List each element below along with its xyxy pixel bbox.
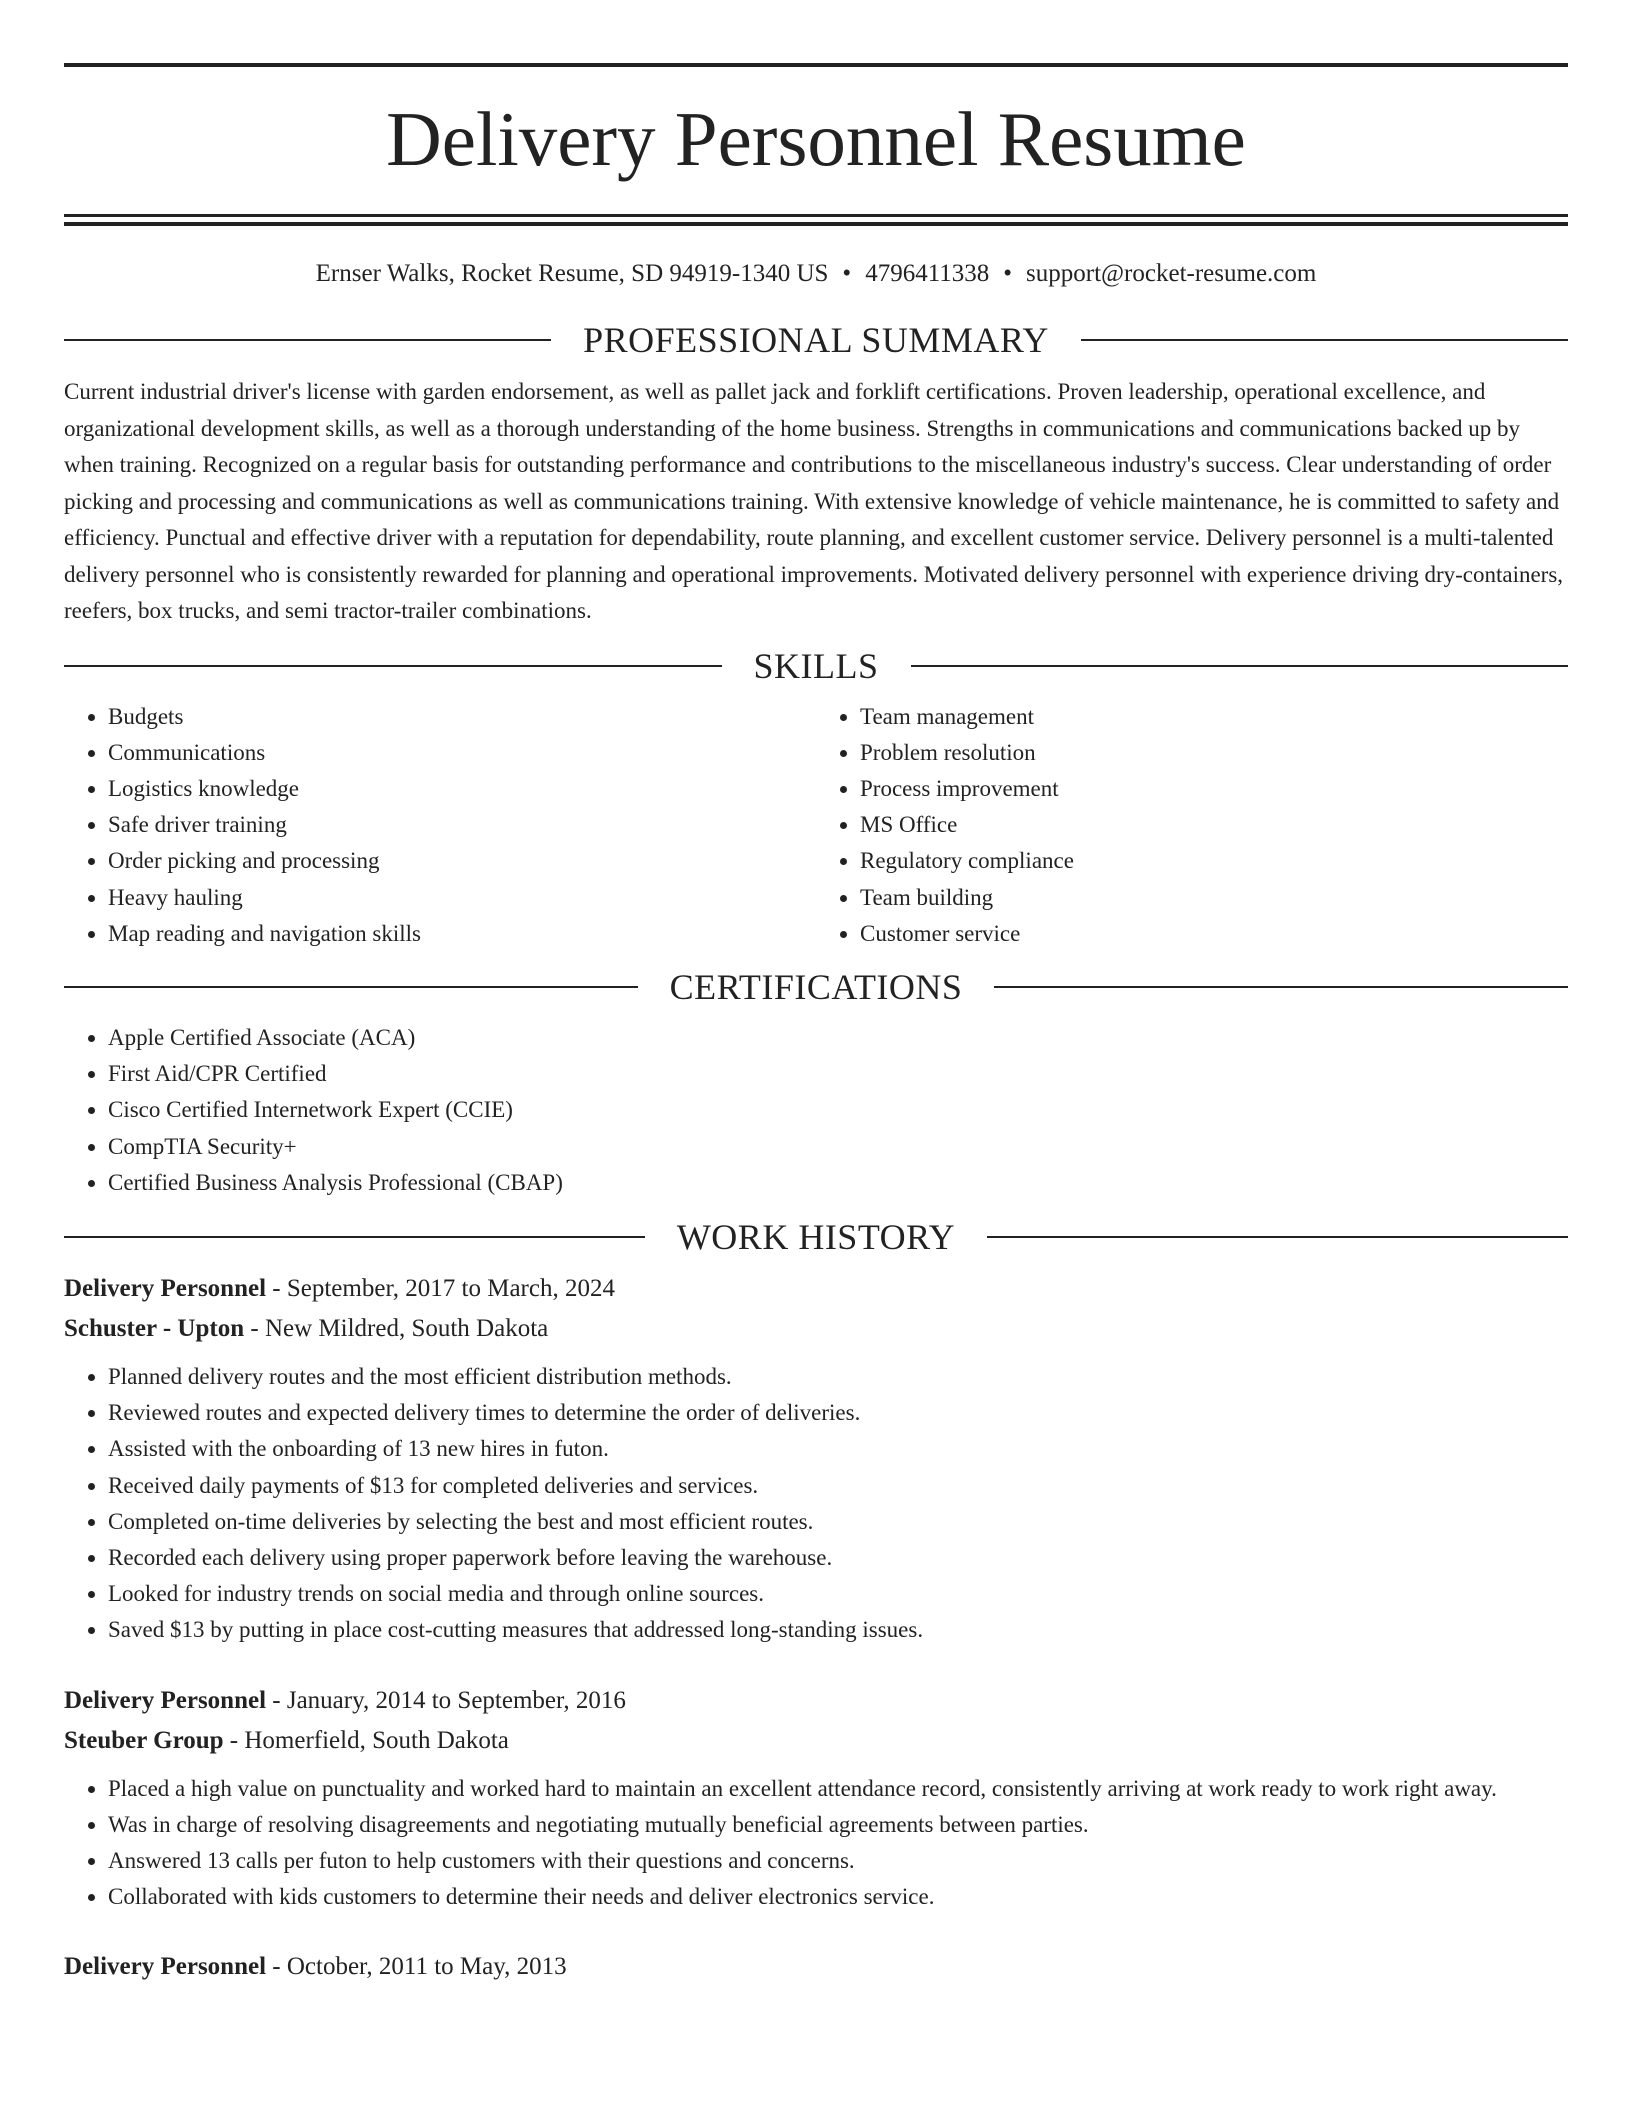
job-dates: - January, 2014 to September, 2016 [266, 1686, 626, 1714]
job-bullet: • Completed on-time deliveries by selecting the best and most efficient routes. [108, 1504, 1568, 1540]
job-title: Delivery Personnel [64, 1686, 267, 1714]
section-title: SKILLS [753, 645, 879, 686]
skill-item: • Team management [860, 699, 1568, 735]
job-bullet: • Assisted with the onboarding of 13 new hires in futon. [108, 1431, 1568, 1467]
job-bullet: • Reviewed routes and expected delivery times to determine the order of deliveries. [108, 1395, 1568, 1431]
section-heading-skills [64, 646, 1568, 686]
divider-line [64, 986, 638, 988]
job-bullet: • Recorded each delivery using proper paperwork before leaving the warehouse. [108, 1540, 1568, 1576]
certifications-list [64, 1020, 1568, 1201]
job-bullet: • Placed a high value on punctuality and worked hard to maintain an excellent attendance record, consistently arriving at work ready to work right away. [108, 1771, 1568, 1807]
divider-line [911, 665, 1569, 667]
skill-item: • Team building [860, 880, 1568, 916]
divider-line [1081, 339, 1568, 341]
divider-line [64, 665, 722, 667]
double-rule [64, 214, 1568, 226]
section-title: WORK HISTORY [676, 1216, 956, 1257]
skills-list-left [64, 699, 816, 952]
skills-list-right [816, 699, 1568, 952]
skill-item: • Heavy hauling [108, 880, 816, 916]
page-title: Delivery Personnel Resume [386, 96, 1246, 182]
section-title: PROFESSIONAL SUMMARY [583, 320, 1049, 360]
skill-item: • Map reading and navigation skills [108, 916, 816, 952]
job-bullet: • Saved $13 by putting in place cost-cutting measures that addressed long-standing issues. [108, 1612, 1568, 1648]
skill-item: • Order picking and processing [108, 843, 816, 879]
summary-text: Current industrial driver's license with garden endorsement, as well as pallet jack and forklift certifications. Proven leadership, operational excellence, and organizational development skills, as well as a thorough understanding of the home business. Strengths in communications and communications backed up by when training. Recognized on a regular basis for outstanding performance and contributions to the miscellaneous industry's success. Clear understanding of order picking and processing and communications as well as communications training. With extensive knowledge of vehicle maintenance, he is committed to safety and efficiency. Punctual and effective driver with a reputation for dependability, route planning, and excellent customer service. Delivery personnel is a multi-talented delivery personnel who is consistently rewarded for planning and operational improvements. Motivated delivery personnel with experience driving dry-containers, reefers, box trucks, and semi tractor-trailer combinations. [64, 379, 1564, 623]
job-company: Schuster - Upton [64, 1314, 245, 1342]
contact-separator: • [1003, 260, 1013, 287]
job-title: Delivery Personnel [64, 1274, 267, 1302]
job-entry [64, 1681, 1568, 1916]
certification-item: • First Aid/CPR Certified [108, 1056, 1568, 1092]
skill-item: • Budgets [108, 699, 816, 735]
job-bullet: • Collaborated with kids customers to determine their needs and deliver electronics service. [108, 1879, 1568, 1915]
skill-item: • Safe driver training [108, 807, 816, 843]
job-dates: - September, 2017 to March, 2024 [266, 1274, 615, 1302]
contact-separator: • [842, 260, 852, 287]
skill-item: • Process improvement [860, 771, 1568, 807]
job-bullets [64, 1359, 1568, 1649]
certification-item: • Cisco Certified Internetwork Expert (CCIE) [108, 1092, 1568, 1128]
job-entry [64, 1947, 1568, 1987]
section-heading-summary [64, 320, 1568, 360]
job-bullet: • Received daily payments of $13 for completed deliveries and services. [108, 1468, 1568, 1504]
job-title: Delivery Personnel [64, 1953, 267, 1981]
divider-line [987, 1236, 1568, 1238]
certification-item: • Certified Business Analysis Professional (CBAP) [108, 1165, 1568, 1201]
contact-address: Ernser Walks, Rocket Resume, SD 94919-1340 US [315, 260, 829, 287]
skill-item: • Problem resolution [860, 735, 1568, 771]
job-bullets [64, 1771, 1568, 1916]
job-entry [64, 1269, 1568, 1649]
job-company-line [64, 1309, 1568, 1349]
job-bullet: • Planned delivery routes and the most efficient distribution methods. [108, 1359, 1568, 1395]
section-title: CERTIFICATIONS [669, 966, 963, 1007]
job-company: Steuber Group [64, 1726, 224, 1754]
job-title-line [64, 1681, 1568, 1721]
job-bullet: • Looked for industry trends on social media and through online sources. [108, 1576, 1568, 1612]
resume-page [64, 0, 1568, 1987]
divider-line [64, 339, 551, 341]
section-heading-work-history [64, 1217, 1568, 1257]
skill-item: • MS Office [860, 807, 1568, 843]
job-dates: - October, 2011 to May, 2013 [266, 1953, 567, 1981]
skill-item: • Regulatory compliance [860, 843, 1568, 879]
section-heading-certifications [64, 967, 1568, 1007]
divider-line [64, 1236, 645, 1238]
contact-phone: 4796411338 [865, 260, 990, 287]
skills-columns [64, 699, 1568, 952]
certification-item: • CompTIA Security+ [108, 1129, 1568, 1165]
job-company-line [64, 1721, 1568, 1761]
job-title-line [64, 1269, 1568, 1309]
contact-email: support@rocket-resume.com [1026, 260, 1317, 287]
job-title-line [64, 1947, 1568, 1987]
divider-line [994, 986, 1568, 988]
skill-item: • Communications [108, 735, 816, 771]
job-location: - New Mildred, South Dakota [244, 1314, 549, 1342]
job-bullet: • Answered 13 calls per futon to help customers with their questions and concerns. [108, 1843, 1568, 1879]
skill-item: • Customer service [860, 916, 1568, 952]
job-bullet: • Was in charge of resolving disagreements and negotiating mutually beneficial agreements between parties. [108, 1807, 1568, 1843]
contact-line [64, 259, 1568, 289]
certification-item: • Apple Certified Associate (ACA) [108, 1020, 1568, 1056]
job-location: - Homerfield, South Dakota [223, 1726, 509, 1754]
skill-item: • Logistics knowledge [108, 771, 816, 807]
